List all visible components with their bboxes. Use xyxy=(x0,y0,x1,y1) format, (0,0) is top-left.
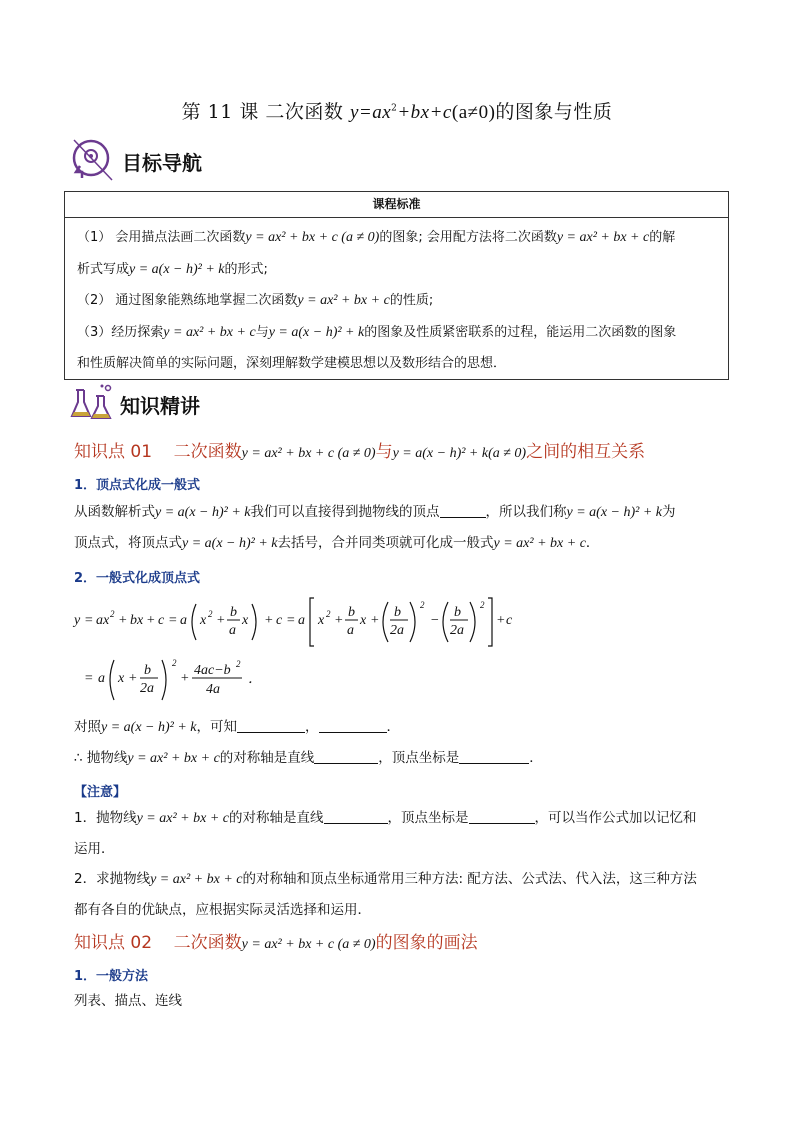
formula: y = ax² + bx + c (a ≠ 0) xyxy=(241,937,376,952)
svg-text:2: 2 xyxy=(172,658,177,668)
text: （3）经历探索 xyxy=(77,324,164,340)
formula: y = ax² + bx + c (a ≠ 0) xyxy=(245,230,380,245)
text: 的性质; xyxy=(389,293,434,308)
kp2-subheading-1: 1．一般方法 xyxy=(74,969,149,984)
text: 为 xyxy=(662,504,676,520)
kp1-subheading-1: 1．顶点式化成一般式 xyxy=(74,478,201,493)
svg-text:x: x xyxy=(118,671,125,686)
title-suffix: 的图象与性质 xyxy=(495,101,613,123)
standard-item-1-cont xyxy=(77,254,718,286)
answer-blank[interactable] xyxy=(319,719,387,733)
formula: y = a(x − h)² + k xyxy=(182,536,278,551)
svg-text:2a: 2a xyxy=(140,681,154,696)
text: ， xyxy=(305,719,319,735)
svg-text:b: b xyxy=(144,663,151,678)
svg-text:2: 2 xyxy=(208,609,213,619)
formula: y = ax² + bx + c xyxy=(163,324,256,340)
text: ，可以当作公式加以记忆和 xyxy=(534,810,697,826)
formula: y = ax² + bx + c xyxy=(493,536,586,551)
formula: y = ax² + bx + c xyxy=(556,230,650,245)
svg-text:2: 2 xyxy=(420,600,425,610)
svg-text:+: + xyxy=(496,613,506,628)
svg-text:b: b xyxy=(394,605,401,620)
svg-text:x: x xyxy=(318,613,325,628)
title-formula-rest: +bx+c xyxy=(397,102,452,123)
text: 我们可以直接得到抛物线的顶点 xyxy=(250,504,440,520)
knowledge-section-label: 知识精讲 xyxy=(120,393,200,418)
formula: y = ax² + bx + c xyxy=(297,293,390,308)
standard-item-2 xyxy=(77,285,718,317)
answer-blank[interactable] xyxy=(314,750,378,764)
svg-text:2a: 2a xyxy=(450,623,464,638)
svg-text:+: + xyxy=(216,613,226,628)
standard-item-3 xyxy=(77,317,718,349)
svg-text:−: − xyxy=(430,613,440,628)
goals-section-label: 目标导航 xyxy=(122,150,202,175)
svg-text:x: x xyxy=(242,613,249,628)
title-sup: 2 xyxy=(391,103,398,114)
kp1-axis-line xyxy=(74,743,724,774)
brain-head-icon xyxy=(70,136,116,186)
svg-text:2: 2 xyxy=(326,609,331,619)
svg-text:bx: bx xyxy=(130,613,144,628)
text: 析式写成 xyxy=(77,261,130,277)
curriculum-standard-body xyxy=(65,218,728,380)
text: 都有各自的优缺点，应根据实际灵活选择和运用． xyxy=(74,902,371,918)
text: 1．抛物线 xyxy=(74,810,137,826)
svg-text:a: a xyxy=(347,623,354,638)
svg-text:．: ． xyxy=(248,672,262,687)
svg-text:+: + xyxy=(180,671,190,686)
svg-text:=: = xyxy=(84,613,94,628)
text: 从函数解析式 xyxy=(74,504,155,520)
svg-text:y: y xyxy=(74,613,81,628)
text: 的对称轴和顶点坐标通常用三种方法: 配方法、公式法、代入法，这三种方法 xyxy=(242,871,697,887)
curriculum-standard-box xyxy=(64,191,729,380)
text: （1） 会用描点法画二次函数 xyxy=(77,230,246,245)
answer-blank[interactable] xyxy=(440,504,486,518)
standard-item-3-cont xyxy=(77,348,718,380)
svg-text:x: x xyxy=(360,613,367,628)
svg-text:+: + xyxy=(118,613,128,628)
note-heading: 【注意】 xyxy=(74,785,127,800)
formula: y = a(x − h)² + k xyxy=(566,505,663,520)
svg-text:x: x xyxy=(200,613,207,628)
formula: y = a(x − h)² + k xyxy=(129,261,225,277)
text: 的对称轴是直线 xyxy=(219,750,315,766)
kp1-paragraph-1 xyxy=(74,497,724,559)
text xyxy=(74,528,724,559)
text: ． xyxy=(585,535,600,551)
knowledge-point-2-title xyxy=(74,928,478,953)
answer-blank[interactable] xyxy=(237,719,305,733)
text: ，可知 xyxy=(196,719,238,735)
kp-label: 知识点 02 xyxy=(74,933,153,953)
kp1-compare-line xyxy=(74,712,724,743)
text: （2） 通过图象能熟练地掌握二次函数 xyxy=(77,293,298,308)
text: 运用． xyxy=(74,841,115,857)
svg-text:+: + xyxy=(334,613,344,628)
answer-blank[interactable] xyxy=(459,750,529,764)
text xyxy=(74,864,724,895)
page-title xyxy=(0,97,794,124)
formula: y = a(x − h)² + k xyxy=(268,324,365,340)
answer-blank[interactable] xyxy=(469,810,535,824)
derivation-formula-1 xyxy=(72,594,532,650)
svg-text:+: + xyxy=(370,613,380,628)
lab-flask-icon xyxy=(70,382,114,426)
text: 和性质解决简单的实际问题，深刻理解数学建模思想以及数形结合的思想． xyxy=(77,356,507,371)
text: 的图象及性质紧密联系的过程，能运用二次函数的图象 xyxy=(364,324,677,340)
svg-text:a: a xyxy=(229,623,236,638)
svg-text:4a: 4a xyxy=(206,682,220,697)
text: 顶点式，将顶点式 xyxy=(74,535,182,551)
formula: y = ax² + bx + c xyxy=(127,751,220,766)
svg-text:2: 2 xyxy=(110,609,115,619)
text: 的形式; xyxy=(224,261,268,277)
text: ∴ 抛物线 xyxy=(74,750,128,766)
title-prefix: 第 11 课 二次函数 xyxy=(181,101,350,123)
formula: y = a(x − h)² + k xyxy=(101,720,197,735)
note-item-2 xyxy=(74,864,724,925)
text: 2．求抛物线 xyxy=(74,871,151,887)
answer-blank[interactable] xyxy=(324,810,388,824)
text: 对照 xyxy=(74,719,101,735)
svg-text:a: a xyxy=(180,613,187,628)
text: 之间的相互关系 xyxy=(526,442,646,462)
text: 二次函数 xyxy=(173,442,242,462)
formula: y = ax² + bx + c xyxy=(136,811,229,826)
goals-section-heading xyxy=(70,136,202,186)
svg-text:a: a xyxy=(98,671,105,686)
svg-text:c: c xyxy=(158,613,165,628)
text: 的图象的画法 xyxy=(375,933,478,953)
formula: y = ax² + bx + c xyxy=(150,872,243,887)
svg-text:=: = xyxy=(168,613,178,628)
text: ，顶点坐标是 xyxy=(387,810,469,826)
text: 去括号，合并同类项就可化成一般式 xyxy=(277,535,494,551)
derivation-formula-2 xyxy=(84,652,284,704)
svg-text:2a: 2a xyxy=(390,623,404,638)
formula: y = a(x − h)² + k xyxy=(155,505,251,520)
text: ． xyxy=(529,750,543,766)
svg-text:a: a xyxy=(298,613,305,628)
kp1-subheading-2: 2．一般式化成顶点式 xyxy=(74,571,201,586)
text: ，所以我们称 xyxy=(485,504,567,520)
svg-text:c: c xyxy=(276,613,283,628)
derivation-line-2 xyxy=(84,652,284,709)
kp2-paragraph-1: 列表、描点、连线 xyxy=(74,993,182,1009)
standard-item-1 xyxy=(77,222,718,254)
svg-text:2: 2 xyxy=(480,600,485,610)
text: 的图象; 会用配方法将二次函数 xyxy=(379,230,557,245)
svg-text:=: = xyxy=(84,671,94,686)
derivation-line-1 xyxy=(72,594,532,655)
svg-text:ax: ax xyxy=(96,613,110,628)
svg-text:b: b xyxy=(230,605,237,620)
formula: y = ax² + bx + c (a ≠ 0) xyxy=(241,446,376,461)
svg-text:2: 2 xyxy=(236,659,241,669)
svg-text:c: c xyxy=(506,613,513,628)
text xyxy=(74,497,724,528)
svg-text:+: + xyxy=(128,671,138,686)
svg-text:+: + xyxy=(146,613,156,628)
formula: y = a(x − h)² + k(a ≠ 0) xyxy=(392,446,527,461)
kp-label: 知识点 01 xyxy=(74,442,153,462)
text: 的解 xyxy=(649,230,676,245)
svg-text:4ac−b: 4ac−b xyxy=(194,663,231,678)
curriculum-standard-header: 课程标准 xyxy=(65,192,728,218)
svg-text:b: b xyxy=(454,605,461,620)
knowledge-section-heading xyxy=(70,382,200,426)
title-condition: (a≠0) xyxy=(451,102,496,123)
knowledge-point-1-title xyxy=(74,437,645,462)
text: 的对称轴是直线 xyxy=(229,810,324,826)
text: ，顶点坐标是 xyxy=(378,750,460,766)
note-item-1 xyxy=(74,803,724,864)
text: 与 xyxy=(255,324,269,340)
svg-text:=: = xyxy=(286,613,296,628)
svg-text:+: + xyxy=(264,613,274,628)
text: 与 xyxy=(375,442,393,462)
text: ． xyxy=(386,719,401,735)
title-formula: y=ax xyxy=(349,102,392,123)
text: 二次函数 xyxy=(173,933,242,953)
text xyxy=(74,803,724,834)
svg-text:b: b xyxy=(348,605,355,620)
